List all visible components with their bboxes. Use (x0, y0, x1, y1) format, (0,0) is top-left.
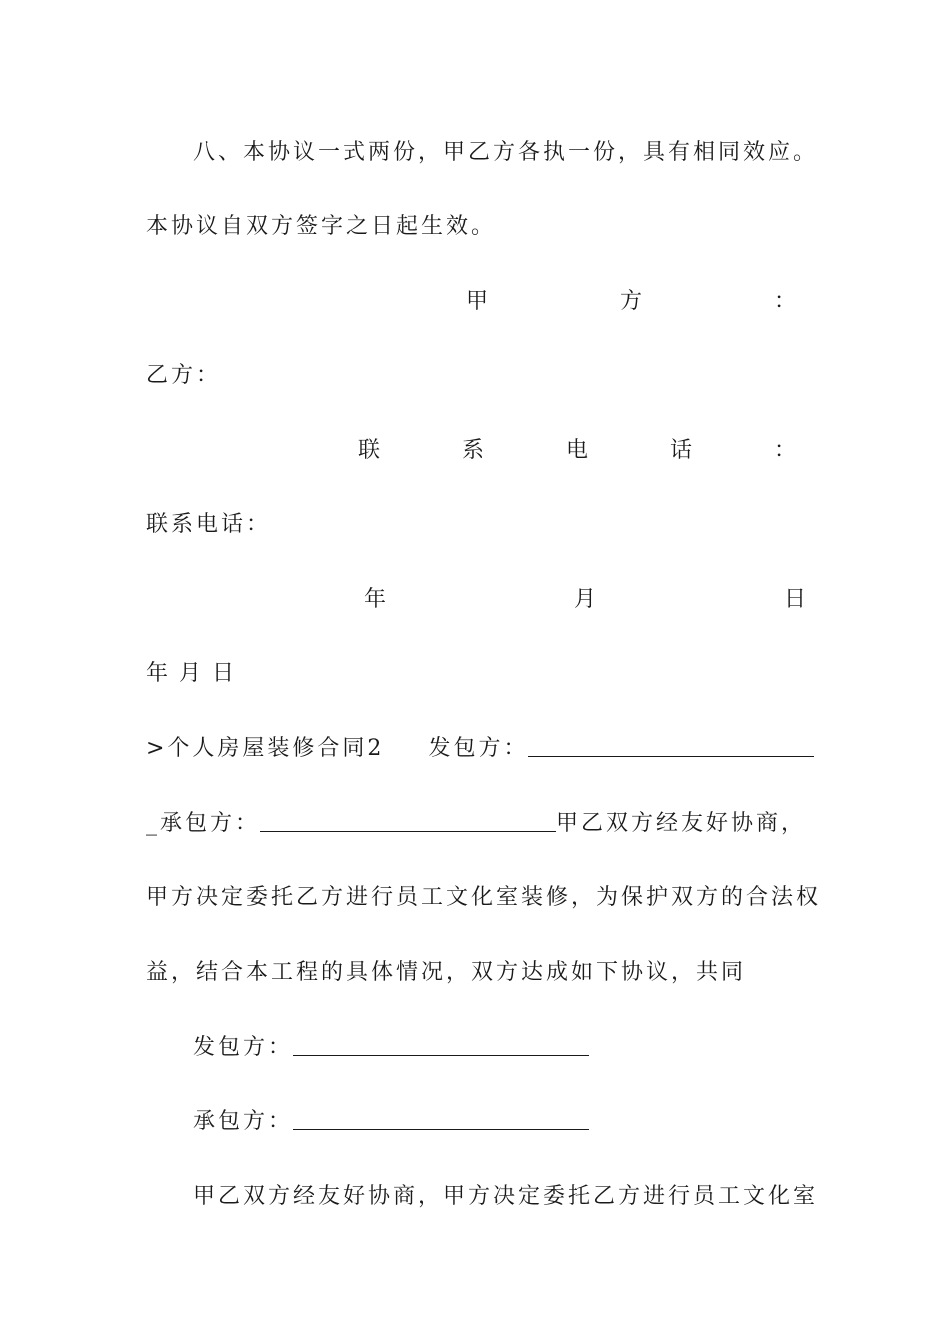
contractor-field-line (193, 1102, 806, 1142)
party-a-signature-label (466, 282, 796, 322)
phone-char: 电 (565, 438, 588, 463)
date-char: 年 (364, 587, 387, 612)
contractor-label: _承包方： (146, 811, 261, 836)
employer-label: 发包方： (428, 736, 529, 761)
contract-2-title-line (146, 729, 806, 769)
party-b-date-label: 年 月 日 (146, 661, 236, 686)
party-a-phone-label (358, 431, 796, 471)
contractor-field-blank (293, 1103, 589, 1130)
party-a-char: ： (773, 289, 796, 314)
contractor-line (146, 804, 806, 844)
clause-8-line-1: 八、本协议一式两份，甲乙方各执一份，具有相同效应。 (193, 140, 819, 165)
party-a-char: 甲 (466, 289, 489, 314)
contractor-field-label: 承包方： (193, 1109, 294, 1134)
contractor-blank-field (260, 805, 556, 832)
phone-char: ： (773, 438, 796, 463)
intro-line-2: 甲方决定委托乙方进行员工文化室装修，为保护双方的合法权 (146, 885, 822, 910)
body-line-1: 甲乙双方经友好协商，甲方决定委托乙方进行员工文化室 (193, 1184, 819, 1209)
clause-8-line-2: 本协议自双方签字之日起生效。 (146, 214, 497, 239)
contract-2-title: >个人房屋装修合同2 (146, 736, 385, 761)
party-a-char: 方 (619, 289, 642, 314)
phone-char: 系 (461, 438, 484, 463)
party-a-date-label (364, 580, 806, 620)
intro-line-3: 益，结合本工程的具体情况，双方达成如下协议，共同 (146, 960, 747, 985)
party-b-signature-label: 乙方： (146, 363, 222, 388)
intro-text-tail: 甲乙双方经友好协商， (556, 811, 807, 836)
date-char: 日 (783, 587, 806, 612)
phone-char: 联 (358, 438, 381, 463)
employer-field-line (193, 1028, 806, 1068)
employer-field-blank (293, 1029, 589, 1056)
employer-blank-field (528, 730, 814, 757)
party-b-phone-label: 联系电话： (146, 512, 272, 537)
employer-field-label: 发包方： (193, 1035, 294, 1060)
phone-char: 话 (669, 438, 692, 463)
date-char: 月 (573, 587, 596, 612)
